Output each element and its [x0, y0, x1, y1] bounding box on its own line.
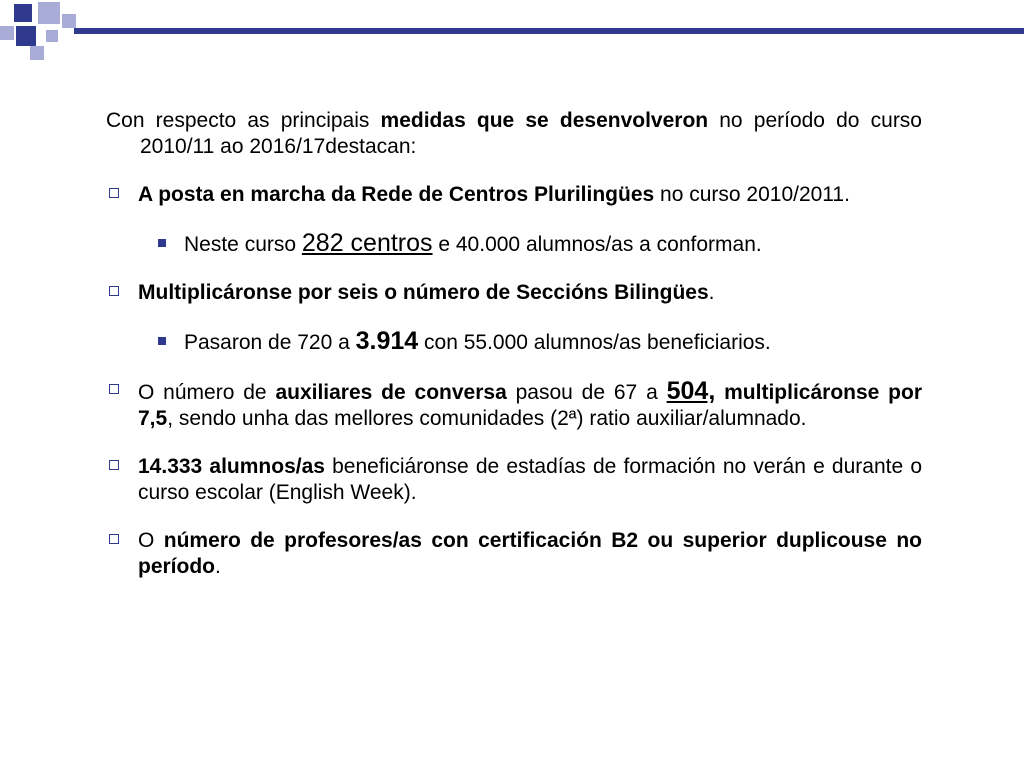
deco-square-light [62, 14, 76, 28]
item-bold: 14.333 alumnos/as [138, 455, 325, 478]
item-bold: número de profesores/as con certificación B2 ou superior duplicouse no período [138, 529, 923, 578]
bullet-item [106, 182, 922, 208]
bullet-item [106, 528, 922, 580]
item-text: no curso 2010/2011. [654, 183, 850, 206]
bullet-item [106, 454, 922, 506]
deco-square-light [0, 26, 14, 40]
item-text: . [215, 555, 221, 578]
highlight-number: 3.914 [355, 327, 419, 355]
intro-text: no período do curso 2010/11 ao 2016/17destacan: [140, 109, 922, 158]
item-text: beneficiáronse de estadías de formación no verán e durante o curso escolar (English Week). [138, 455, 923, 504]
item-text: O número de [138, 381, 276, 404]
item-bold: auxiliares de conversa [275, 381, 507, 404]
item-text: pasou de 67 a [506, 381, 667, 404]
sub-text: con 55.000 alumnos/as beneficiarios. [418, 331, 771, 354]
hollow-square-bullet-icon [109, 188, 119, 198]
sub-bullet-item [106, 328, 922, 356]
deco-square-light [46, 30, 58, 42]
highlight-number: 504, [666, 377, 716, 405]
intro-paragraph [106, 108, 922, 160]
hollow-square-bullet-icon [109, 286, 119, 296]
slide-content [106, 108, 922, 580]
sub-text: e 40.000 alumnos/as a conforman. [432, 233, 762, 256]
deco-square-dark [14, 4, 32, 22]
sub-text: Neste curso [184, 233, 302, 256]
bullet-item [106, 280, 922, 306]
item-text: O [138, 529, 164, 552]
deco-square-light [30, 46, 44, 60]
decorative-header [0, 0, 1024, 64]
item-bold: A posta en marcha da Rede de Centros Plurilingües [138, 183, 655, 206]
deco-square-dark [16, 26, 36, 46]
hollow-square-bullet-icon [109, 460, 119, 470]
filled-square-bullet-icon [158, 337, 166, 345]
item-bold: Multiplicáronse por seis o número de Seccións Bilingües [138, 281, 709, 304]
hollow-square-bullet-icon [109, 534, 119, 544]
sub-text: Pasaron de 720 a [184, 331, 356, 354]
item-bold: multiplicáronse por 7,5 [138, 381, 922, 430]
intro-text: Con respecto as principais [106, 109, 381, 132]
sub-bullet-item [106, 230, 922, 258]
filled-square-bullet-icon [158, 239, 166, 247]
item-text: . [708, 281, 715, 304]
bullet-item [106, 378, 922, 432]
item-text: , sendo unha das mellores comunidades (2ª) ratio auxiliar/alumnado. [167, 407, 807, 430]
highlight-number: 282 centros [301, 229, 433, 257]
hollow-square-bullet-icon [109, 384, 119, 394]
intro-bold: medidas que se desenvolveron [380, 109, 709, 132]
header-rule [74, 28, 1024, 34]
deco-square-light [38, 2, 60, 24]
